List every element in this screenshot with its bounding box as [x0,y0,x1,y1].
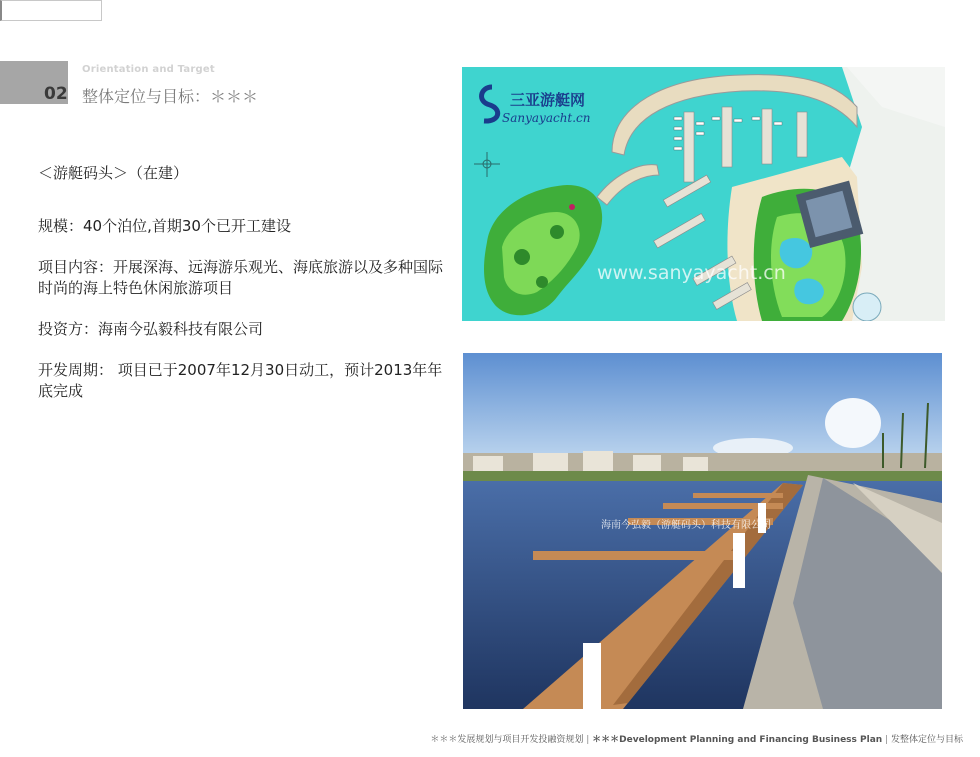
section-title: 整体定位与目标：＊＊＊ [82,87,259,106]
footer-right: 发整体定位与目标 [890,735,963,745]
footer-separator: | [586,735,590,745]
scale-text: 规模：40个泊位,首期30个已开工建设 [38,217,291,235]
footer-separator-2: | [885,735,889,745]
top-frame-box [0,0,102,21]
map-logo-en: Sanyayacht.cn [502,111,591,125]
section-subtitle-en: Orientation and Target [82,64,215,75]
footer-left: ＊＊＊发展规划与项目开发投融资规划 [430,735,584,745]
marina-master-plan [462,67,945,321]
master-plan-drawing [462,67,945,321]
marina-photo-drawing [463,353,942,709]
photo-sign-text: 海南今弘毅（游艇码头）科技有限公司 [601,520,771,531]
map-logo-zh: 三亚游艇网 [510,91,586,109]
project-heading: ＜游艇码头＞（在建） [38,164,189,182]
footer-middle: ＊＊＊Development Planning and Financing Business Plan [592,735,883,745]
section-number: 02 [44,84,68,104]
period-text: 开发周期： 项目已于2007年12月30日动工，预计2013年年底完成 [38,361,443,400]
map-watermark: www.sanyayacht.cn [597,262,786,284]
scope-text: 项目内容：开展深海、远海游乐观光、海底旅游以及多种国际时尚的海上特色休闲旅游项目 [38,258,444,297]
project-description [38,163,450,422]
investor-text: 投资方：海南今弘毅科技有限公司 [38,320,264,338]
marina-photo [463,353,942,709]
page-footer [430,732,963,745]
